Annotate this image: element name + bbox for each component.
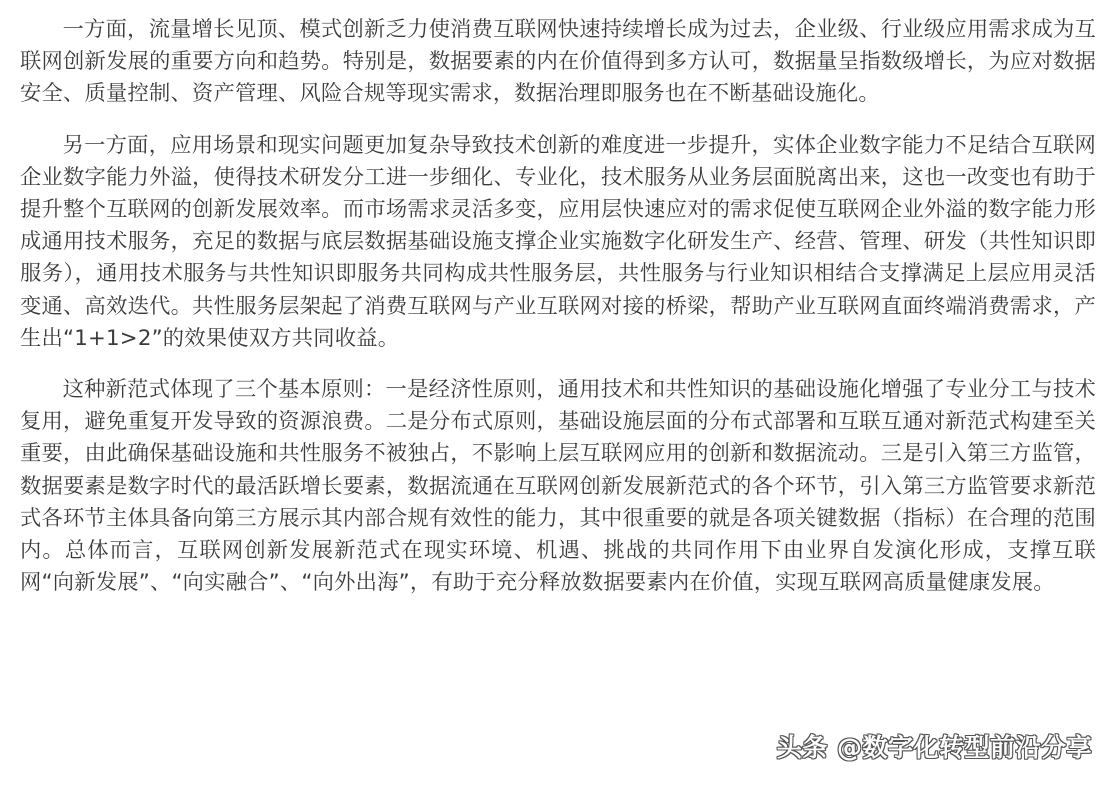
source-watermark: 头条 @数字化转型前沿分享 — [776, 733, 1092, 762]
paragraph-1: 一方面，流量增长见顶、模式创新乏力使消费互联网快速持续增长成为过去，企业级、行业级应用需求成为互联网创新发展的重要方向和趋势。特别是，数据要素的内在价值得到多方认可，数据量呈指数级增长，为应对数据安全、质量控制、资产管理、风险合规等现实需求，数据治理即服务也在不断基础设施化。 — [20, 17, 1096, 107]
article-body — [20, 14, 1096, 618]
paragraph-2: 另一方面，应用场景和现实问题更加复杂导致技术创新的难度进一步提升，实体企业数字能力不足结合互联网企业数字能力外溢，使得技术研发分工进一步细化、专业化，技术服务从业务层面脱离出来，这也一改变也有助于提升整个互联网的创新发展效率。而市场需求灵活多变，应用层快速应对的需求促使互联网企业外溢的数字能力形成通用技术服务，充足的数据与底层数据基础设施支撑企业实施数字化研发生产、经营、管理、研发（共性知识即服务），通用技术服务与共性知识即服务共同构成共性服务层，共性服务与行业知识相结合支撑满足上层应用灵活变通、高效迭代。共性服务层架起了消费互联网与产业互联网对接的桥梁，帮助产业互联网直面终端消费需求，产生出“1+1>2”的效果使双方共同收益。 — [20, 132, 1096, 351]
paragraph-3: 这种新范式体现了三个基本原则：一是经济性原则，通用技术和共性知识的基础设施化增强了专业分工与技术复用，避免重复开发导致的资源浪费。二是分布式原则，基础设施层面的分布式部署和互联互通对新范式构建至关重要，由此确保基础设施和共性服务不被独占，不影响上层互联网应用的创新和数据流动。三是引入第三方监管，数据要素是数字时代的最活跃增长要素，数据流通在互联网创新发展新范式的各个环节，引入第三方监管要求新范式各环节主体具备向第三方展示其内部合规有效性的能力，其中很重要的就是各项关键数据（指标）在合理的范围内。总体而言，互联网创新发展新范式在现实环境、机遇、挑战的共同作用下由业界自发演化形成，支撑互联网“向新发展”、“向实融合”、“向外出海”，有助于充分释放数据要素内在价值，实现互联网高质量健康发展。 — [20, 377, 1096, 596]
